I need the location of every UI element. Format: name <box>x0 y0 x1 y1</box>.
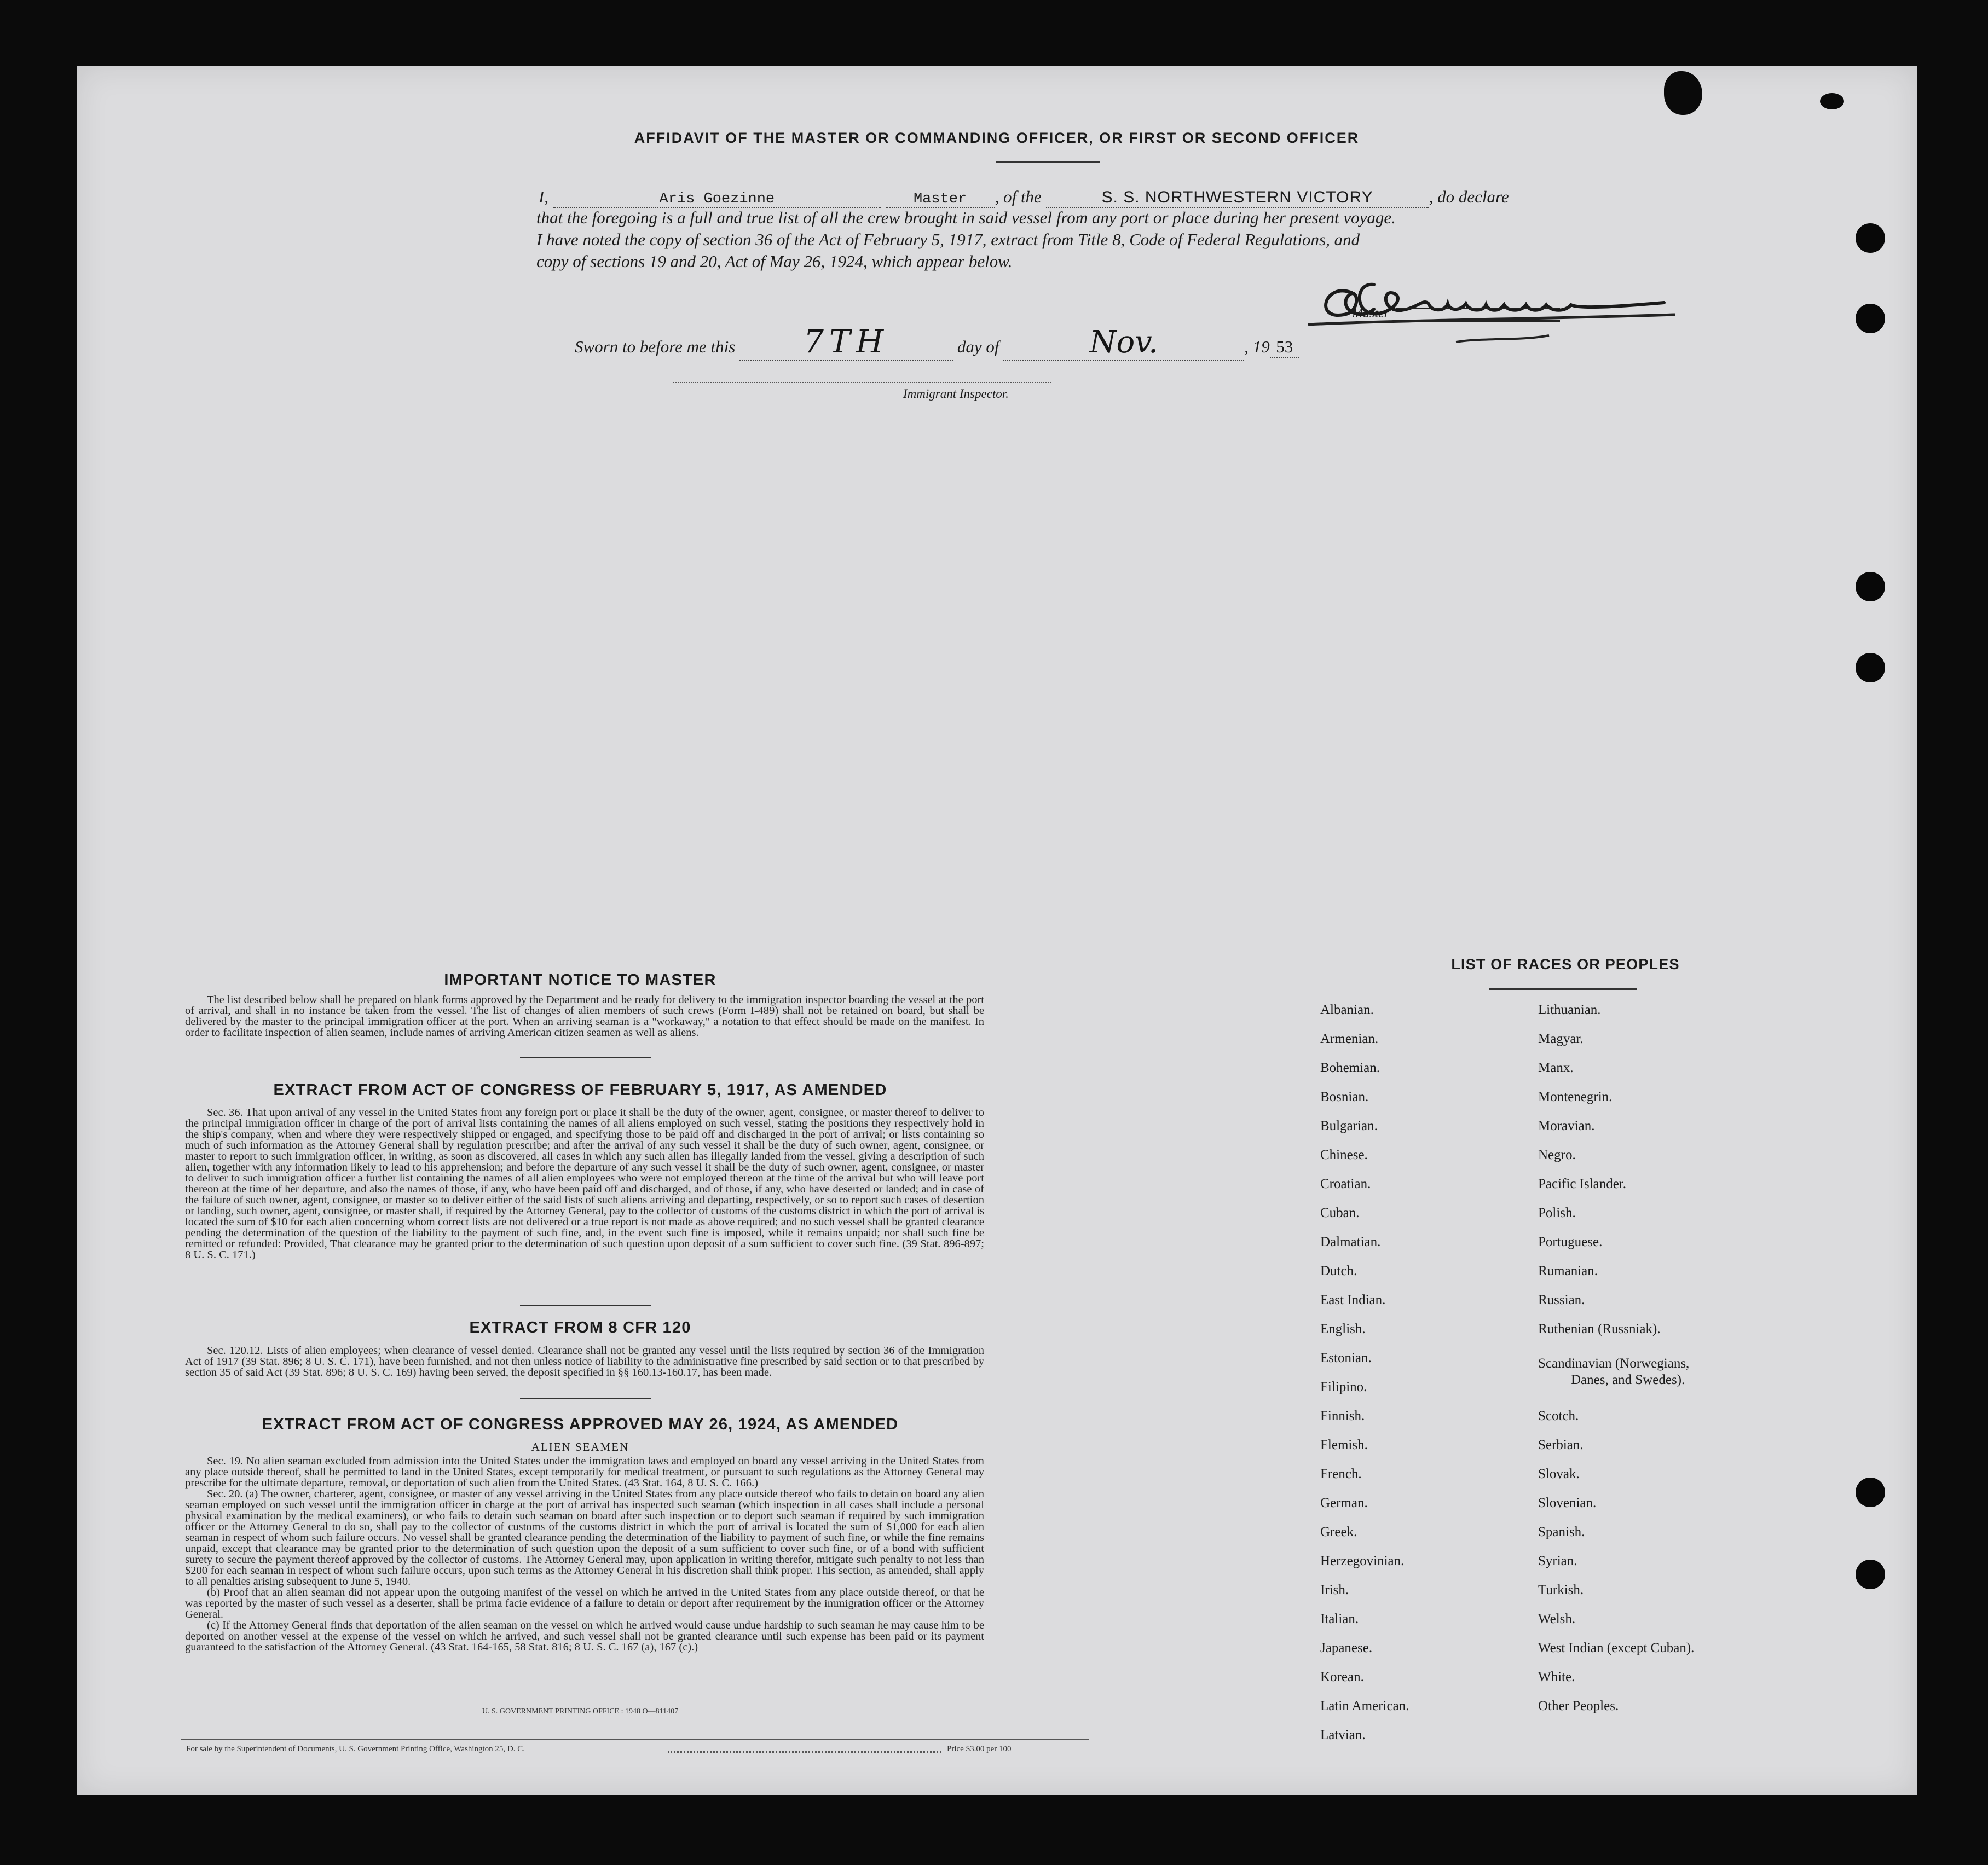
master-rank-field: Master <box>886 191 995 208</box>
race-item: Russian. <box>1538 1293 1585 1307</box>
vessel-name-field: S. S. NORTHWESTERN VICTORY <box>1046 188 1429 208</box>
punch-hole <box>1856 1560 1885 1589</box>
race-item: English. <box>1320 1322 1366 1336</box>
race-item: Montenegrin. <box>1538 1090 1613 1104</box>
race-item: French. <box>1320 1467 1362 1481</box>
footer-left: For sale by the Superintendent of Documents, U. S. Government Printing Office, Washington 25, D. C. <box>186 1745 525 1753</box>
notice-text: The list described below shall be prepared on blank forms approved by the Department and be ready for delivery to the immigration inspector boarding the vessel at the port of arrival, and shall in no instance be taken from the vessel. The list of changes of alien members of such crews (Form I-489) shall not be retained on board, but shall be delivered by the master to the principal immigration officer at the port. When an arriving seaman is a "workaway," a notation to that effect should be made on the manifest. In order to facilitate inspection of alien seamen, include names of arriving American citizen seamen as well as aliens. <box>185 994 984 1039</box>
affidavit-line-2: that the foregoing is a full and true list of all the crew brought in said vessel from any port or place during her present voyage. <box>536 208 1396 227</box>
affidavit-line-3: I have noted the copy of section 36 of the Act of February 5, 1917, extract from Title 8, Code of Federal Regulations, and <box>536 230 1360 249</box>
race-item: Albanian. <box>1320 1003 1374 1017</box>
sec-20c-text: (c) If the Attorney General finds that deportation of the alien seaman on the vessel on which he arrived would cause undue hardship to such seaman he may cause him to be deported on another vessel at the expense of the vessel on which he arrived, and such vessel shall not be granted clearance until such expense has been paid or its payment guaranteed to the satisfaction of the Attorney General. (43 Stat. 164-165, 58 Stat. 816; 8 U. S. C. 167 (a), 167 (c).) <box>185 1619 984 1653</box>
race-item: Slovak. <box>1538 1467 1580 1481</box>
title-rule <box>996 161 1100 163</box>
race-item: Rumanian. <box>1538 1264 1598 1278</box>
footer-rule <box>181 1739 1089 1740</box>
race-item: Finnish. <box>1320 1409 1365 1423</box>
race-item: Croatian. <box>1320 1177 1371 1191</box>
do-declare-text: , do declare <box>1429 187 1509 206</box>
race-item: Bosnian. <box>1320 1090 1369 1104</box>
section-rule <box>520 1057 651 1058</box>
race-item: Dutch. <box>1320 1264 1357 1278</box>
struck-text <box>1396 308 1560 322</box>
race-item: Dalmatian. <box>1320 1235 1381 1249</box>
printing-office-line: U. S. GOVERNMENT PRINTING OFFICE : 1948 O—811407 <box>482 1707 679 1716</box>
race-item: Scandinavian (Norwegians, <box>1538 1356 1690 1371</box>
race-item: Polish. <box>1538 1206 1576 1220</box>
affidavit-line-1 <box>539 187 1644 208</box>
punch-hole <box>1856 304 1885 333</box>
race-item: Negro. <box>1538 1148 1576 1162</box>
punch-hole <box>1856 653 1885 682</box>
sec-20b-text: (b) Proof that an alien seaman did not appear upon the outgoing manifest of the vessel on which he arrived in the United States from any place outside thereof, or that he was reported by the master of such vessel as a deserter, shall be prima facie evidence of a failure to detain or deport after requirement by the immigration officer or the Attorney General. <box>185 1586 984 1620</box>
notice-title: IMPORTANT NOTICE TO MASTER <box>444 971 716 989</box>
races-title-rule <box>1489 988 1637 990</box>
race-item: Chinese. <box>1320 1148 1368 1162</box>
race-item: Greek. <box>1320 1525 1357 1539</box>
sec-20a-text: Sec. 20. (a) The owner, charterer, agent, consignee, or master of any vessel arriving in the United States from any place outside thereof who fails to detain on board any alien seaman employed on such vessel until the immigration officer in charge at the port of arrival has inspected such seaman (which inspection in all cases shall include a personal physical examination by the medical examiners), or who fails to detain such seaman on board after such inspection or to deport such seaman if required by such immigration officer or the Attorney General to do so, shall pay to the collector of customs of the customs district in which the port of arrival is located the sum of $1,000 for each alien seaman in respect of whom such failure occurs. No vessel shall be granted clearance pending the determination of the liability to payment of such fine, or while the fine remains unpaid, except that clearance may be granted prior to the determination of such question upon the deposit of a sum sufficient to cover such fine, or of a bond with sufficient surety to secure the payment thereof approved by the collector of customs. The Attorney General may, upon application in writing therefor, mitigate such penalty to not less than $200 for each seaman in respect of whom such failure occurs, upon such terms as the Attorney General in his discretion shall think proper. This section, as amended, shall apply to all penalties arising subsequent to June 5, 1940. <box>185 1488 984 1588</box>
sworn-line <box>575 323 1299 361</box>
footer-dots <box>668 1751 941 1753</box>
races-title: LIST OF RACES OR PEOPLES <box>1451 956 1680 972</box>
race-item: Turkish. <box>1538 1583 1584 1597</box>
sworn-label: Sworn to before me this <box>575 337 736 356</box>
race-item: Filipino. <box>1320 1380 1367 1394</box>
race-item: Latvian. <box>1320 1728 1366 1742</box>
section-rule <box>520 1398 651 1399</box>
races-right-column <box>1538 1003 1694 1728</box>
race-item: Armenian. <box>1320 1032 1379 1046</box>
race-item: Lithuanian. <box>1538 1003 1601 1017</box>
race-item: Japanese. <box>1320 1641 1373 1655</box>
footer-right: Price $3.00 per 100 <box>947 1745 1012 1753</box>
race-item: Welsh. <box>1538 1612 1576 1626</box>
race-item: West Indian (except Cuban). <box>1538 1641 1695 1655</box>
race-item: Bohemian. <box>1320 1061 1380 1075</box>
day-of-label: day of <box>957 337 999 356</box>
extract-1924-title: EXTRACT FROM ACT OF CONGRESS APPROVED MAY 26, 1924, AS AMENDED <box>262 1416 899 1433</box>
year-field: 53 <box>1270 337 1299 358</box>
race-item: Spanish. <box>1538 1525 1585 1539</box>
document-page <box>77 66 1917 1795</box>
race-item: Flemish. <box>1320 1438 1368 1452</box>
extract-1917-text: Sec. 36. That upon arrival of any vessel in the United States from any foreign port or place it shall be the duty of the owner, agent, consignee, or master thereof to deliver to the principal immigration officer in charge of the port of arrival lists containing the names of all aliens employed on such vessel, stating the positions they respectively hold in the ship's company, when and where they were respectively shipped or engaged, and specifying those to be paid off and discharged in the port of arrival; or lists containing so much of such information as the Attorney General shall by regulation prescribe; and after the arrival of any such vessel it shall be the duty of such owner, agent, consignee, or master to report to such immigration officer, in writing, as soon as discovered, all cases in which any such alien has illegally landed from the vessel, giving a description of such alien, together with any information likely to lead to his apprehension; and before the departure of any such vessel it shall be the duty of such owner, agent, consignee, or master to deliver to such immigration officer a further list containing the names of all alien employees who were not employed thereon at the time of the arrival but who will leave port thereon at the time of her departure, and also the names of those, if any, who have been paid off and discharged, and of those, if any, who have deserted or landed; and in case of the failure of such owner, agent, consignee, or master so to deliver either of the said lists of such aliens arriving and departing, respectively, or so to report such cases of desertion or landing, such owner, agent, consignee, or master shall, if required by the Attorney General, pay to the collector of customs of the customs district in which the port of arrival is located the sum of $10 for each alien concerning whom correct lists are not delivered or a true report is not made as above required; and no such vessel shall be granted clearance pending the determination of the question of the liability to the payment of such fine, and, in the event such fine is imposed, while it remains unpaid; nor shall such fine be remitted or refunded: Provided, That clearance may be granted prior to the determination of such question upon deposit of a sum sufficient to cover such fine. (39 Stat. 896-897; 8 U. S. C. 171.) <box>185 1107 984 1261</box>
race-item: Serbian. <box>1538 1438 1584 1452</box>
extract-cfr-title: EXTRACT FROM 8 CFR 120 <box>469 1319 691 1336</box>
signature-label: Master <box>1352 306 1389 321</box>
extract-1924-body <box>185 1456 984 1653</box>
race-item: Danes, and Swedes). <box>1571 1372 1685 1387</box>
sworn-month-field: Nov. <box>1003 325 1244 361</box>
ink-blot <box>1820 93 1844 109</box>
ink-blot <box>1664 71 1702 115</box>
inspector-label: Immigrant Inspector. <box>903 387 1009 401</box>
race-item: Slovenian. <box>1538 1496 1597 1510</box>
inspector-signature-line <box>673 382 1051 383</box>
affidavit-prefix: I, <box>539 187 549 206</box>
race-item: Syrian. <box>1538 1554 1577 1568</box>
race-item: Latin American. <box>1320 1699 1409 1713</box>
race-item: Korean. <box>1320 1670 1364 1684</box>
year-prefix: , 19 <box>1244 337 1270 356</box>
race-item: Moravian. <box>1538 1119 1595 1133</box>
affidavit-line-4: copy of sections 19 and 20, Act of May 26, 1924, which appear below. <box>536 252 1013 271</box>
punch-hole <box>1856 572 1885 601</box>
race-item: White. <box>1538 1670 1575 1684</box>
punch-hole <box>1856 223 1885 253</box>
race-item: German. <box>1320 1496 1368 1510</box>
race-item: Cuban. <box>1320 1206 1360 1220</box>
sworn-day-field: 7TH <box>739 323 953 361</box>
race-item: Magyar. <box>1538 1032 1584 1046</box>
race-item: Herzegovinian. <box>1320 1554 1405 1568</box>
race-item: Scotch. <box>1538 1409 1579 1423</box>
of-the-text: , of the <box>995 187 1042 206</box>
race-item: Estonian. <box>1320 1351 1372 1365</box>
race-item: Pacific Islander. <box>1538 1177 1627 1191</box>
race-item: Portuguese. <box>1538 1235 1603 1249</box>
race-item: Bulgarian. <box>1320 1119 1378 1133</box>
race-item: Italian. <box>1320 1612 1359 1626</box>
master-name-field: Aris Goezinne <box>553 191 881 208</box>
extract-cfr-text: Sec. 120.12. Lists of alien employees; when clearance of vessel denied. Clearance shall not be granted any vessel until the lists required by section 36 of the Immigration Act of 1917 (39 Stat. 896; 8 U. S. C. 171), have been furnished, and not then unless notice of liability to the administrative fine prescribed by said section or to that prescribed by section 35 of said Act (39 Stat. 896; 8 U. S. C. 169) having been served, the deposit specified in §§ 160.13-160.17, has been made. <box>185 1345 984 1379</box>
section-rule <box>520 1305 651 1306</box>
races-left-column <box>1320 1003 1409 1757</box>
race-item: East Indian. <box>1320 1293 1386 1307</box>
race-item: Ruthenian (Russniak). <box>1538 1322 1661 1336</box>
race-item: Manx. <box>1538 1061 1574 1075</box>
extract-1917-title: EXTRACT FROM ACT OF CONGRESS OF FEBRUARY 5, 1917, AS AMENDED <box>273 1081 887 1099</box>
race-item: Other Peoples. <box>1538 1699 1619 1713</box>
affidavit-title: AFFIDAVIT OF THE MASTER OR COMMANDING OFFICER, OR FIRST OR SECOND OFFICER <box>634 130 1360 146</box>
race-item: Irish. <box>1320 1583 1349 1597</box>
punch-hole <box>1856 1478 1885 1507</box>
sec-19-text: Sec. 19. No alien seaman excluded from admission into the United States under the immigration laws and employed on board any vessel arriving in the United States from any place outside thereof, shall be permitted to land in the United States, except temporarily for medical treatment, or pursuant to such regulations as the Attorney General may prescribe for the ultimate departure, removal, or deportation of such alien from the United States. (43 Stat. 164, 8 U. S. C. 166.) <box>185 1455 984 1489</box>
extract-1924-subtitle: ALIEN SEAMEN <box>531 1440 629 1453</box>
